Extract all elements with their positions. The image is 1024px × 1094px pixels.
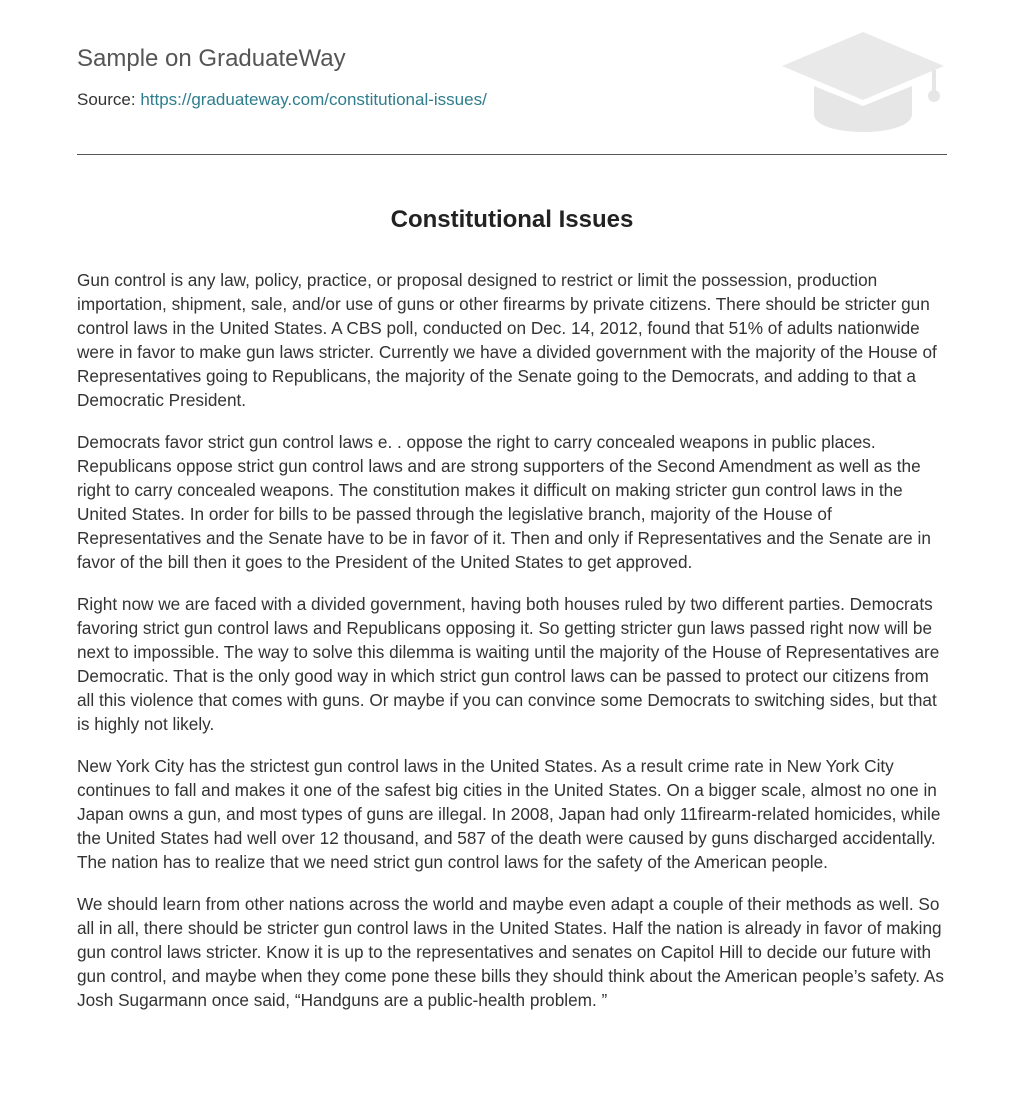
site-title: Sample on GraduateWay — [77, 45, 346, 72]
source-line — [77, 89, 487, 111]
paragraph: New York City has the strictest gun control laws in the United States. As a result crime rate in New York City continues to fall and makes it one of the safest big cities in the United States. On a bigger scale, almost no one in Japan owns a gun, and most types of guns are illegal. In 2008, Japan had only 11firearm-related homicides, while the United States had well over 12 thousand, and 587 of the death were caused by guns discharged accidentally. The nation has to realize that we need strict gun control laws for the safety of the American people. — [77, 756, 941, 872]
source-label: Source: — [77, 90, 136, 109]
source-link[interactable]: https://graduateway.com/constitutional-issues/ — [140, 90, 487, 109]
paragraph: We should learn from other nations across the world and maybe even adapt a couple of their methods as well. So all in all, there should be stricter gun control laws in the United States. Half the nation is already in favor of making gun control laws stricter. Know it is up to the representatives and senates on Capitol Hill to decide our future with gun control, and maybe when they come pone these bills they should think about the American people’s safety. As Josh Sugarmann once said, “Handguns are a public-health problem. ” — [77, 894, 944, 1010]
page-header — [77, 0, 947, 156]
paragraph: Right now we are faced with a divided government, having both houses ruled by two different parties. Democrats favoring strict gun control laws and Republicans opposing it. So getting stricter gun laws passed right now will be next to impossible. The way to solve this dilemma is waiting until the majority of the House of Representatives are Democratic. That is the only good way in which strict gun control laws can be passed to protect our citizens from all this violence that comes with guns. Or maybe if you can convince some Democrats to switching sides, but that is highly not likely. — [77, 594, 940, 734]
header-divider — [77, 154, 947, 155]
paragraph: Democrats favor strict gun control laws e. . oppose the right to carry concealed weapons in public places. Republicans oppose strict gun control laws and are strong supporters of the Second Amendment as well as the right to carry concealed weapons. The constitution makes it difficult on making stricter gun control laws in the United States. In order for bills to be passed through the legislative branch, majority of the House of Representatives and the Senate have to be in favor of it. Then and only if Representatives and the Senate are in favor of the bill then it goes to the President of the United States to get approved. — [77, 432, 931, 572]
paragraph: Gun control is any law, policy, practice, or proposal designed to restrict or limit the possession, production importation, shipment, sale, and/or use of guns or other firearms by private citizens. There should be stricter gun control laws in the United States. A CBS poll, conducted on Dec. 14, 2012, found that 51% of adults nationwide were in favor to make gun laws stricter. Currently we have a divided government with the majority of the House of Representatives going to Republicans, the majority of the Senate going to the Democrats, and adding to that a Democratic President. — [77, 270, 937, 410]
graduation-cap-icon — [780, 30, 946, 134]
article-body — [77, 268, 947, 1030]
article-title: Constitutional Issues — [390, 206, 634, 233]
